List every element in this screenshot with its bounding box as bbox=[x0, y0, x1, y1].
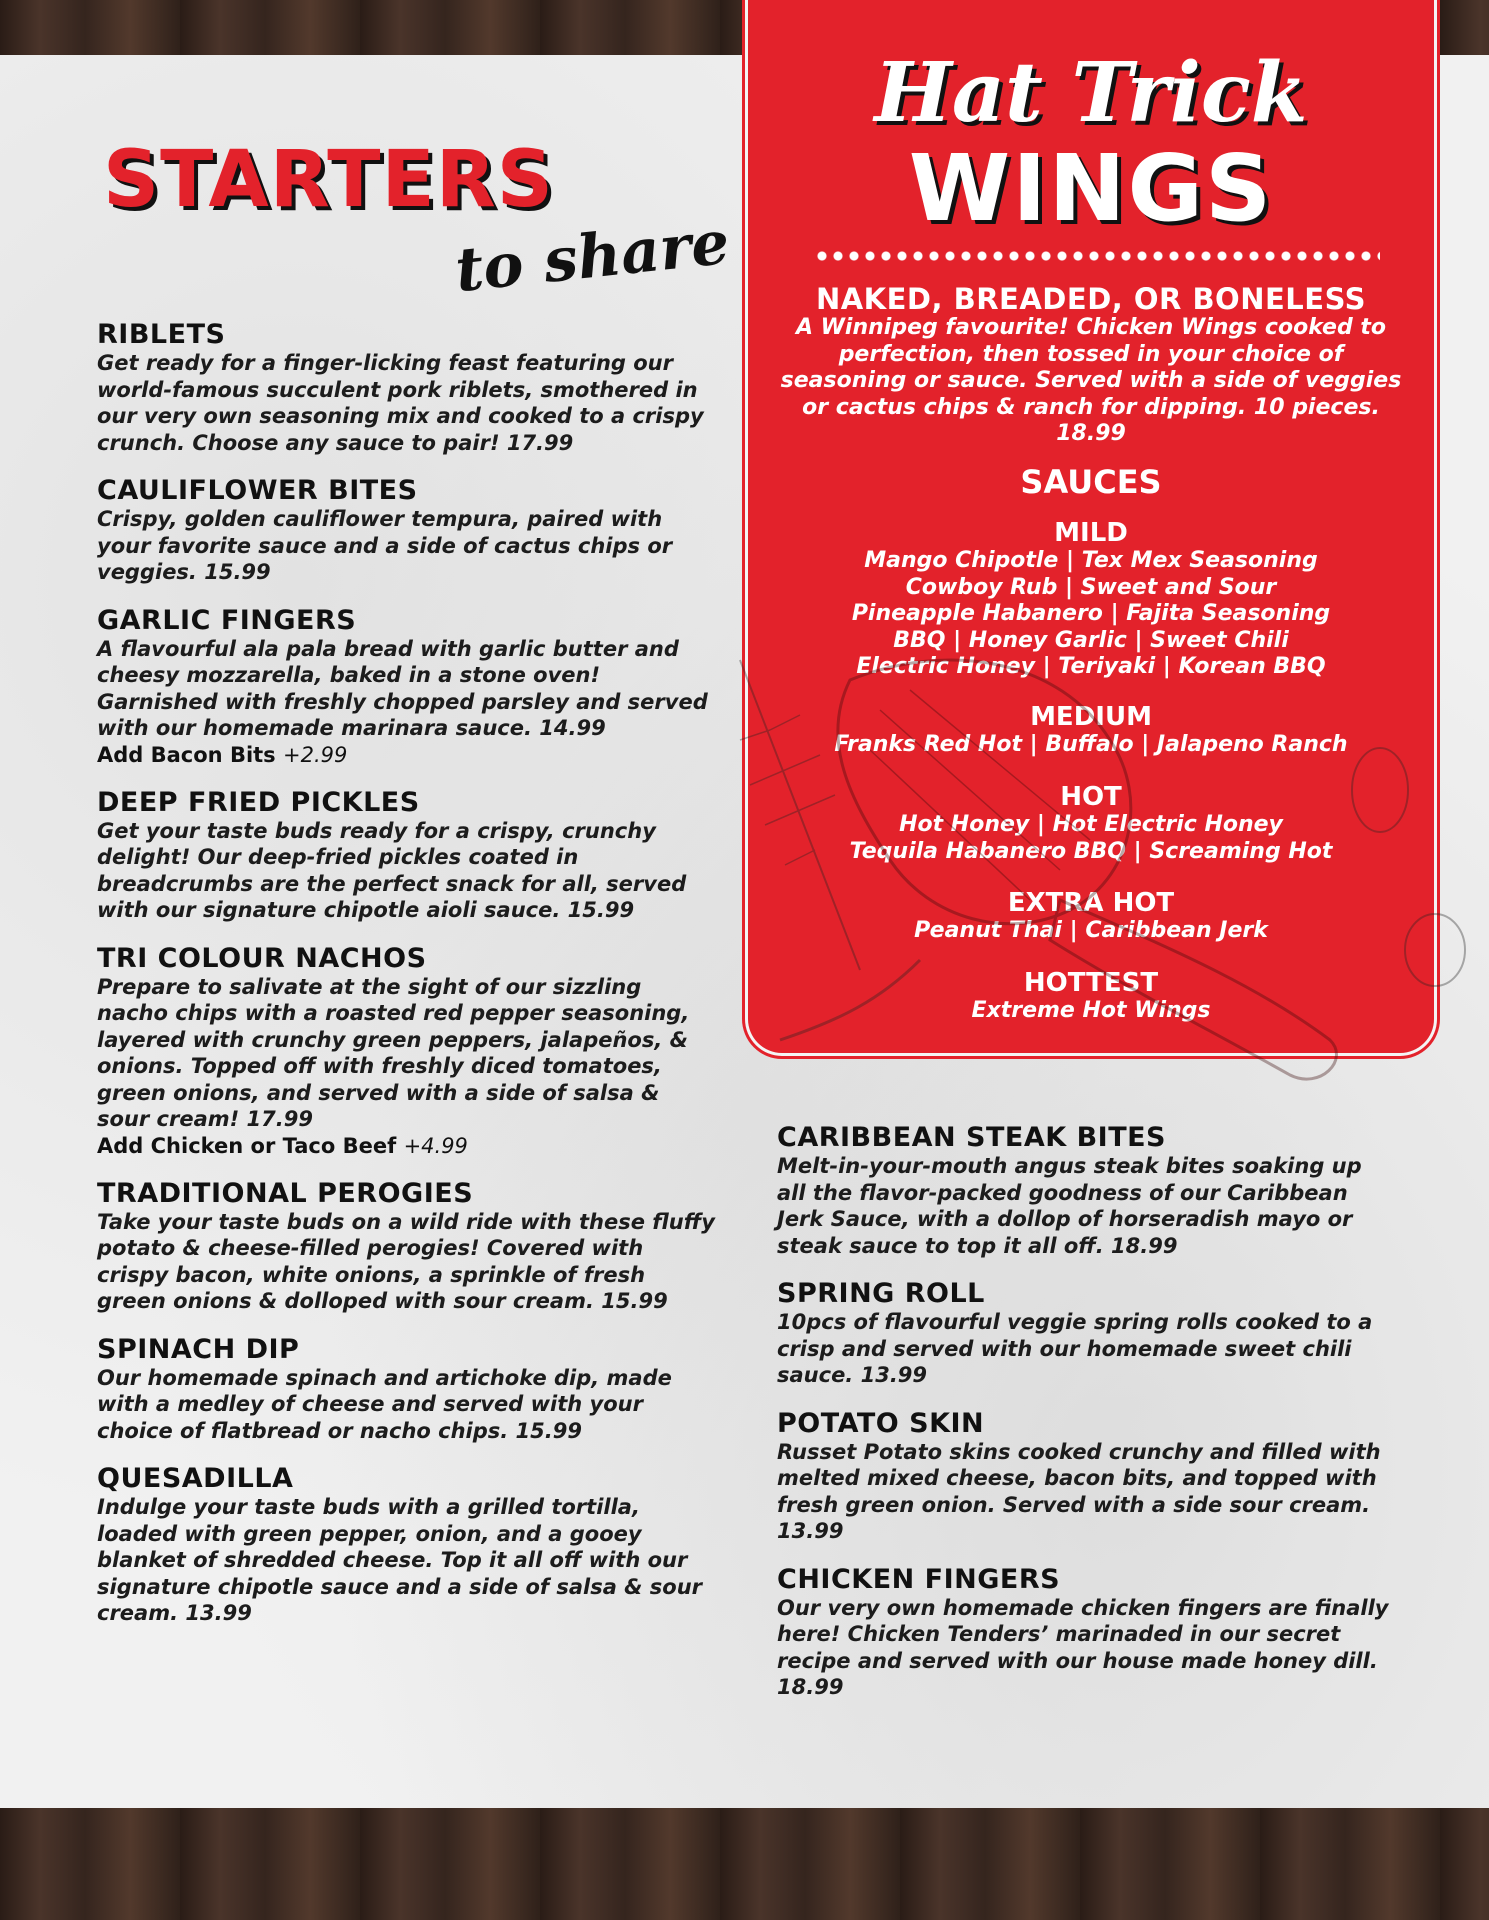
sauce-line: Tequila Habanero BBQ | Screaming Hot bbox=[849, 838, 1333, 864]
menu-item-addon bbox=[97, 742, 717, 768]
menu-item-desc: Our very own homemade chicken fingers are finally here! Chicken Tenders’ marinaded in our secret recipe and served with our house made honey dill. 18.99 bbox=[777, 1595, 1389, 1699]
menu-item bbox=[97, 1464, 717, 1627]
wood-border-bottom bbox=[0, 1808, 1489, 1920]
dotted-divider bbox=[814, 250, 1380, 262]
menu-item bbox=[97, 1335, 717, 1445]
menu-item-desc: Our homemade spinach and artichoke dip, made with a medley of cheese and served with your choice of flatbread or nacho chips. 15.99 bbox=[97, 1365, 672, 1443]
menu-item-desc: Get ready for a finger-licking feast featuring our world-famous succulent pork riblets, smothered in our very own seasoning mix and cooked to a crispy crunch. Choose any sauce to pair! 17.99 bbox=[97, 351, 704, 455]
menu-item bbox=[777, 1409, 1397, 1545]
sauce-line: BBQ | Honey Garlic | Sweet Chili bbox=[893, 627, 1289, 653]
menu-item-name: POTATO SKIN bbox=[777, 1407, 985, 1439]
pepper-sketch-icon bbox=[780, 960, 920, 1040]
menu-item-name: CAULIFLOWER BITES bbox=[97, 475, 418, 506]
addon-price: +2.99 bbox=[283, 742, 348, 767]
wings-title: WINGS bbox=[908, 135, 1274, 242]
menu-item bbox=[97, 788, 717, 924]
sauce-line: Hot Honey | Hot Electric Honey bbox=[899, 812, 1283, 837]
menu-item bbox=[777, 1123, 1397, 1259]
sauce-line: Cowboy Rub | Sweet and Sour bbox=[905, 574, 1277, 600]
sauce-line: Extreme Hot Wings bbox=[971, 998, 1211, 1023]
sauce-level: HOT bbox=[1060, 782, 1122, 812]
menu-item-name: TRADITIONAL PEROGIES bbox=[97, 1177, 474, 1209]
addon-label: Add Bacon Bits bbox=[97, 742, 276, 767]
sauce-level: HOTTEST bbox=[1023, 968, 1159, 998]
menu-item-name: DEEP FRIED PICKLES bbox=[97, 786, 420, 818]
menu-item-desc: Prepare to salivate at the sight of our sizzling nacho chips with a roasted red pepper seasoning, layered with crunchy green peppers, jalapeños, & onions. Topped off with freshly diced tomatoes, green onions, and served with a side of salsa & sour cream! 17.99 bbox=[97, 974, 690, 1131]
menu-item-name: SPRING ROLL bbox=[777, 1278, 985, 1309]
menu-item-desc: Get your taste buds ready for a crispy, crunchy delight! Our deep-fried pickles coated in breadcrumbs are the perfect snack for all, served with our signature chipotle aioli sauce. 15.99 bbox=[97, 818, 687, 922]
sauce-level: MEDIUM bbox=[1030, 702, 1152, 732]
menu-item-name: QUESADILLA bbox=[97, 1463, 294, 1494]
menu-item bbox=[97, 1179, 717, 1315]
sauce-level: EXTRA HOT bbox=[1007, 888, 1175, 918]
wings-script-title: Hat Trick bbox=[874, 45, 1308, 141]
starters-left-column bbox=[97, 320, 717, 1647]
addon-price: +4.99 bbox=[403, 1133, 468, 1158]
menu-item-addon bbox=[97, 1133, 717, 1159]
starters-title: STARTERS bbox=[103, 135, 554, 225]
menu-item-desc: Russet Potato skins cooked crunchy and filled with melted mixed cheese, bacon bits, and topped with fresh green onion. Served with a side sour cream. 13.99 bbox=[777, 1439, 1381, 1543]
addon-label: Add Chicken or Taco Beef bbox=[97, 1133, 397, 1158]
menu-item bbox=[777, 1565, 1397, 1701]
menu-item-desc: Melt-in-your-mouth angus steak bites soaking up all the flavor-packed goodness of our Caribbean Jerk Sauce, with a dollop of horseradish mayo or steak sauce to top it all off. 18.99 bbox=[777, 1154, 1362, 1258]
menu-item-desc: Take your taste buds on a wild ride with these fluffy potato & cheese-filled perogies! Covered with crispy bacon, white onions, a sprinkle of fresh green onions & dolloped with sour cream. 15.99 bbox=[97, 1209, 715, 1313]
menu-item bbox=[97, 320, 717, 456]
menu-item-name: SPINACH DIP bbox=[97, 1333, 300, 1365]
menu-item bbox=[777, 1279, 1397, 1389]
menu-item bbox=[97, 476, 717, 586]
menu-item bbox=[97, 944, 717, 1159]
sauces-title: SAUCES bbox=[1020, 463, 1162, 501]
menu-item-desc: 10pcs of flavourful veggie spring rolls cooked to a crisp and served with our homemade sweet chili sauce. 13.99 bbox=[777, 1310, 1373, 1387]
menu-item-name: RIBLETS bbox=[97, 319, 226, 350]
chicken-wing-sketch-icon bbox=[730, 620, 1489, 1120]
menu-item-name: CARIBBEAN STEAK BITES bbox=[777, 1122, 1167, 1153]
sauce-line: Mango Chipotle | Tex Mex Seasoning bbox=[864, 548, 1318, 573]
menu-item-desc: A flavourful ala pala bread with garlic butter and cheesy mozzarella, baked in a stone oven! Garnished with freshly chopped parsley and served with our homemade marinara sauce. 14.99 bbox=[97, 636, 708, 740]
sauce-line: Peanut Thai | Caribbean Jerk bbox=[914, 918, 1268, 943]
menu-item bbox=[97, 606, 717, 768]
wings-desc: A Winnipeg favourite! Chicken Wings cooked to perfection, then tossed in your choice of seasoning or sauce. Served with a side of veggies or cactus chips & ranch for dipping. 10 pieces. 18.99 bbox=[780, 315, 1402, 446]
menu-item-name: TRI COLOUR NACHOS bbox=[97, 942, 427, 974]
wings-heading: NAKED, BREADED, OR BONELESS bbox=[815, 282, 1367, 316]
starters-right-column bbox=[777, 1123, 1397, 1721]
sauce-line: Electric Honey | Teriyaki | Korean BBQ bbox=[856, 654, 1326, 679]
menu-item-desc: Crispy, golden cauliflower tempura, paired with your favorite sauce and a side of cactus chips or veggies. 15.99 bbox=[97, 507, 673, 584]
menu-item-desc: Indulge your taste buds with a grilled tortilla, loaded with green pepper, onion, and a gooey blanket of shredded cheese. Top it all off with our signature chipotle sauce and a side of salsa & sour cream. 13.99 bbox=[97, 1495, 703, 1625]
menu-item-name: CHICKEN FINGERS bbox=[777, 1563, 1061, 1595]
starters-subtitle: to share bbox=[452, 207, 733, 307]
garlic-sketch-icon bbox=[1352, 748, 1465, 986]
sauce-level: MILD bbox=[1054, 518, 1128, 548]
menu-item-name: GARLIC FINGERS bbox=[97, 604, 357, 636]
sauce-line: Pineapple Habanero | Fajita Seasoning bbox=[851, 601, 1331, 626]
sauce-line: Franks Red Hot | Buffalo | Jalapeno Ranch bbox=[834, 732, 1348, 757]
